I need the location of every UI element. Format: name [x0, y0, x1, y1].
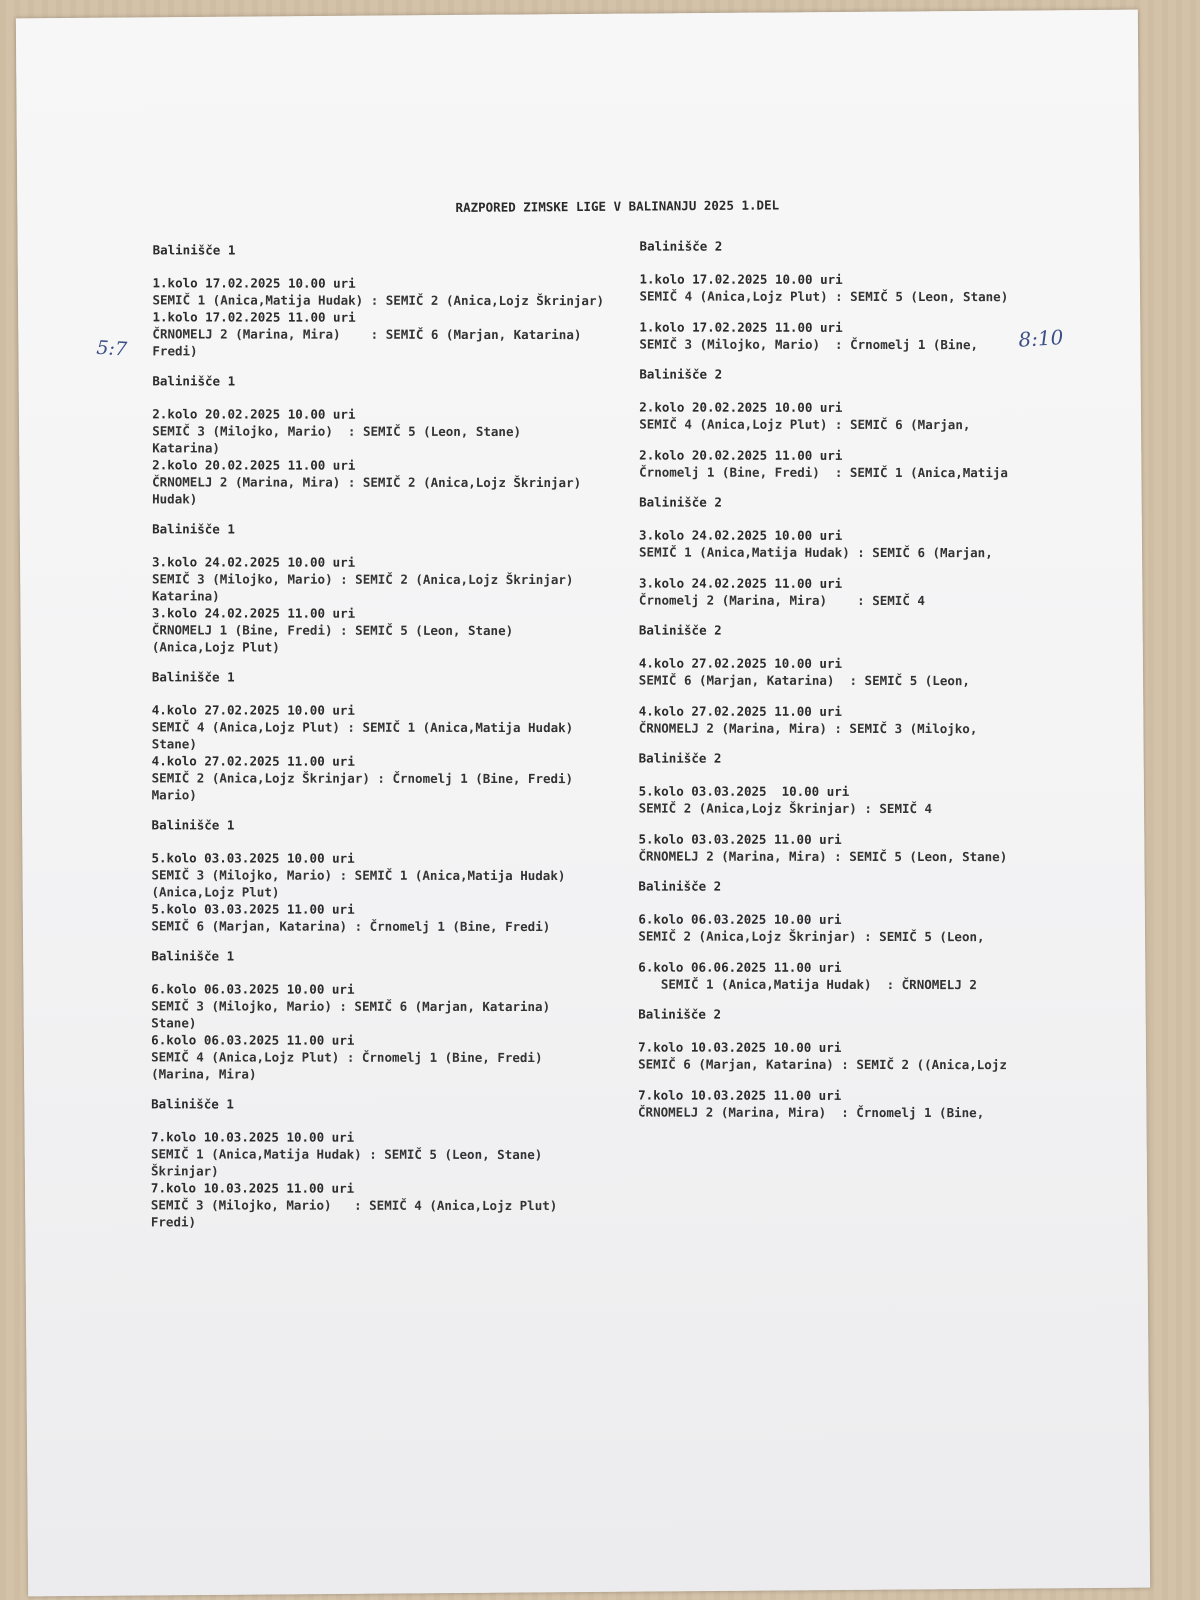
wrapped-text-line: (Anica,Lojz Plut) — [151, 884, 280, 900]
court-label: Balinišče 1 — [151, 669, 235, 685]
round-block — [638, 831, 1158, 866]
match-pairing: ČRNOMELJ 2 (Marina, Mira) : SEMIČ 6 (Marjan, Katarina) — [152, 326, 582, 343]
match-pairing: SEMIČ 1 (Anica,Matija Hudak) : SEMIČ 2 (Anica,Lojz Škrinjar) — [152, 292, 605, 309]
court-label: Balinišče 2 — [638, 1006, 722, 1022]
court-label: Balinišče 1 — [152, 242, 236, 258]
round-block — [639, 527, 1159, 562]
round-block — [638, 959, 1158, 994]
round-date-time: 6.kolo 06.03.2025 10.00 uri — [638, 911, 842, 927]
court-label: Balinišče 2 — [639, 494, 722, 510]
match-pairing: SEMIČ 3 (Milojko, Mario) : SEMIČ 6 (Marjan, Katarina) — [151, 998, 551, 1015]
match-pairing: Črnomelj 2 (Marina, Mira) : SEMIČ 4 — [638, 592, 925, 609]
court-label: Balinišče 1 — [151, 948, 235, 964]
match-pairing: SEMIČ 4 (Anica,Lojz Plut) : SEMIČ 1 (Anica,Matija Hudak) — [151, 719, 574, 736]
court-label: Balinišče 1 — [152, 521, 235, 537]
court-section — [639, 495, 1159, 610]
round-block — [639, 399, 1159, 434]
match-pairing: SEMIČ 6 (Marjan, Katarina) : SEMIČ 2 ((Anica,Lojz — [638, 1056, 1007, 1073]
match-pairing: SEMIČ 1 (Anica,Matija Hudak) : SEMIČ 6 (Marjan, — [639, 544, 993, 561]
round-block — [638, 1087, 1158, 1122]
handwritten-score-left: 5:7 — [95, 336, 128, 361]
court-label: Balinišče 2 — [638, 750, 722, 766]
round-date-time: 7.kolo 10.03.2025 11.00 uri — [150, 1180, 355, 1196]
wrapped-text-line: (Anica,Lojz Plut) — [151, 639, 280, 655]
round-date-time: 4.kolo 27.02.2025 11.00 uri — [638, 703, 842, 719]
wrapped-text-line: Stane) — [151, 736, 197, 752]
round-block — [638, 1039, 1158, 1074]
match-pairing: SEMIČ 4 (Anica,Lojz Plut) : SEMIČ 5 (Leon, Stane) — [639, 288, 1009, 305]
round-date-time: 2.kolo 20.02.2025 11.00 uri — [639, 447, 843, 463]
match-pairing: SEMIČ 3 (Milojko, Mario) : SEMIČ 1 (Anica,Matija Hudak) — [151, 867, 566, 884]
match-pairing: SEMIČ 2 (Anica,Lojz Škrinjar) : Črnomelj 1 (Bine, Fredi) — [151, 770, 574, 787]
left-column-court-1 — [151, 242, 673, 1245]
round-date-time: 5.kolo 03.03.2025 11.00 uri — [151, 901, 355, 917]
court-section — [152, 373, 672, 508]
wrapped-text-line: Mario) — [151, 787, 197, 803]
match-pairing: ČRNOMELJ 2 (Marina, Mira) : Črnomelj 1 (Bine, — [638, 1104, 985, 1121]
round-block — [151, 1128, 671, 1180]
round-date-time: 7.kolo 10.03.2025 10.00 uri — [638, 1039, 842, 1055]
round-date-time: 3.kolo 24.02.2025 10.00 uri — [152, 554, 356, 570]
round-date-time: 4.kolo 27.02.2025 11.00 uri — [151, 753, 355, 769]
wrapped-text-line: Katarina) — [152, 440, 220, 456]
court-label: Balinišče 2 — [638, 622, 722, 638]
round-block — [639, 447, 1159, 482]
round-date-time: 1.kolo 17.02.2025 10.00 uri — [639, 271, 843, 287]
round-date-time: 1.kolo 17.02.2025 10.00 uri — [152, 275, 356, 291]
round-block — [151, 849, 671, 901]
round-date-time: 5.kolo 03.03.2025 10.00 uri — [151, 850, 355, 866]
court-section — [152, 521, 672, 656]
document-title: RAZPORED ZIMSKE LIGE V BALINANJU 2025 1.DEL — [455, 197, 780, 215]
round-block — [152, 405, 672, 457]
court-label: Balinišče 2 — [639, 238, 723, 254]
court-label: Balinišče 2 — [638, 878, 722, 894]
court-section — [638, 751, 1158, 866]
round-block — [639, 655, 1159, 690]
match-pairing: SEMIČ 1 (Anica,Matija Hudak) : ČRNOMELJ 2 — [638, 976, 977, 993]
handwritten-score-right: 8:10 — [1017, 325, 1064, 352]
round-block — [639, 703, 1159, 738]
match-pairing: SEMIČ 3 (Milojko, Mario) : SEMIČ 5 (Leon, Stane) — [152, 423, 522, 440]
round-block — [152, 456, 672, 508]
round-date-time: 1.kolo 17.02.2025 11.00 uri — [152, 309, 356, 325]
match-pairing: SEMIČ 4 (Anica,Lojz Plut) : SEMIČ 6 (Marjan, — [639, 416, 971, 433]
round-block — [151, 1031, 671, 1083]
round-date-time: 2.kolo 20.02.2025 10.00 uri — [639, 399, 843, 415]
match-pairing: SEMIČ 6 (Marjan, Katarina) : SEMIČ 5 (Leon, — [638, 672, 970, 689]
court-label: Balinišče 2 — [639, 366, 723, 382]
round-block — [152, 308, 672, 360]
round-block — [152, 553, 672, 605]
wrapped-text-line: Fredi) — [150, 1214, 197, 1230]
match-pairing: ČRNOMELJ 2 (Marina, Mira) : SEMIČ 3 (Milojko, — [638, 720, 978, 737]
court-section — [151, 1096, 671, 1231]
round-date-time: 7.kolo 10.03.2025 11.00 uri — [638, 1087, 842, 1103]
round-date-time: 6.kolo 06.03.2025 10.00 uri — [151, 981, 355, 997]
match-pairing: ČRNOMELJ 2 (Marina, Mira) : SEMIČ 5 (Leon, Stane) — [638, 848, 1008, 865]
round-date-time: 2.kolo 20.02.2025 10.00 uri — [152, 406, 356, 422]
match-pairing: ČRNOMELJ 1 (Bine, Fredi) : SEMIČ 5 (Leon, Stane) — [151, 622, 514, 638]
wrapped-text-line: Stane) — [151, 1015, 197, 1031]
court-section — [638, 1007, 1158, 1122]
wrapped-text-line: Fredi) — [152, 343, 198, 359]
round-block — [151, 1179, 671, 1231]
wrapped-text-line: Katarina) — [151, 588, 220, 604]
wrapped-text-line: (Marina, Mira) — [151, 1066, 257, 1082]
match-pairing: SEMIČ 6 (Marjan, Katarina) : Črnomelj 1 (Bine, Fredi) — [151, 918, 551, 935]
court-section — [639, 239, 1159, 354]
round-block — [638, 911, 1158, 946]
match-pairing: SEMIČ 1 (Anica,Matija Hudak) : SEMIČ 5 (Leon, Stane) — [150, 1146, 543, 1163]
round-block — [151, 980, 671, 1032]
court-label: Balinišče 1 — [151, 817, 235, 833]
round-block — [639, 783, 1159, 818]
round-date-time: 4.kolo 27.02.2025 10.00 uri — [638, 655, 843, 671]
court-section — [151, 948, 671, 1083]
round-date-time: 1.kolo 17.02.2025 11.00 uri — [639, 319, 843, 335]
round-block — [152, 604, 672, 656]
court-section — [152, 669, 672, 804]
round-date-time: 2.kolo 20.02.2025 11.00 uri — [152, 457, 356, 473]
round-block — [151, 900, 671, 935]
round-block — [639, 319, 1159, 354]
round-date-time: 4.kolo 27.02.2025 10.00 uri — [151, 702, 355, 718]
round-date-time: 3.kolo 24.02.2025 11.00 uri — [638, 575, 843, 591]
right-column-court-2 — [638, 239, 1160, 1136]
round-date-time: 5.kolo 03.03.2025 11.00 uri — [638, 831, 842, 847]
court-section — [151, 817, 671, 935]
match-pairing: SEMIČ 4 (Anica,Lojz Plut) : Črnomelj 1 (Bine, Fredi) — [151, 1049, 543, 1066]
match-pairing: SEMIČ 2 (Anica,Lojz Škrinjar) : SEMIČ 5 (Leon, — [638, 928, 985, 945]
match-pairing: SEMIČ 3 (Milojko, Mario) : Črnomelj 1 (Bine, — [639, 336, 979, 353]
round-date-time: 5.kolo 03.03.2025 10.00 uri — [638, 783, 850, 799]
court-section — [152, 242, 672, 360]
round-date-time: 6.kolo 06.06.2025 11.00 uri — [638, 959, 842, 975]
wrapped-text-line: Škrinjar) — [150, 1163, 219, 1179]
paper-sheet — [16, 10, 1150, 1597]
round-block — [152, 701, 672, 753]
round-date-time: 3.kolo 24.02.2025 11.00 uri — [151, 605, 356, 621]
match-pairing: SEMIČ 3 (Milojko, Mario) : SEMIČ 4 (Anica,Lojz Plut) — [150, 1197, 558, 1214]
round-block — [152, 274, 672, 309]
round-block — [639, 575, 1159, 610]
court-section — [638, 879, 1158, 994]
match-pairing: ČRNOMELJ 2 (Marina, Mira) : SEMIČ 2 (Anica,Lojz Škrinjar) — [152, 474, 582, 491]
round-date-time: 6.kolo 06.03.2025 11.00 uri — [151, 1032, 355, 1048]
match-pairing: SEMIČ 2 (Anica,Lojz Škrinjar) : SEMIČ 4 — [638, 800, 933, 817]
court-section — [639, 623, 1159, 738]
round-block — [639, 271, 1159, 306]
match-pairing: SEMIČ 3 (Milojko, Mario) : SEMIČ 2 (Anica,Lojz Škrinjar) — [151, 571, 574, 588]
court-section — [639, 367, 1159, 482]
round-block — [152, 752, 672, 804]
match-pairing: Črnomelj 1 (Bine, Fredi) : SEMIČ 1 (Anica,Matija — [639, 464, 1008, 481]
court-label: Balinišče 1 — [151, 1096, 234, 1112]
wrapped-text-line: Hudak) — [152, 491, 198, 507]
round-date-time: 7.kolo 10.03.2025 10.00 uri — [151, 1129, 355, 1145]
round-date-time: 3.kolo 24.02.2025 10.00 uri — [639, 527, 843, 543]
court-label: Balinišče 1 — [152, 373, 236, 389]
